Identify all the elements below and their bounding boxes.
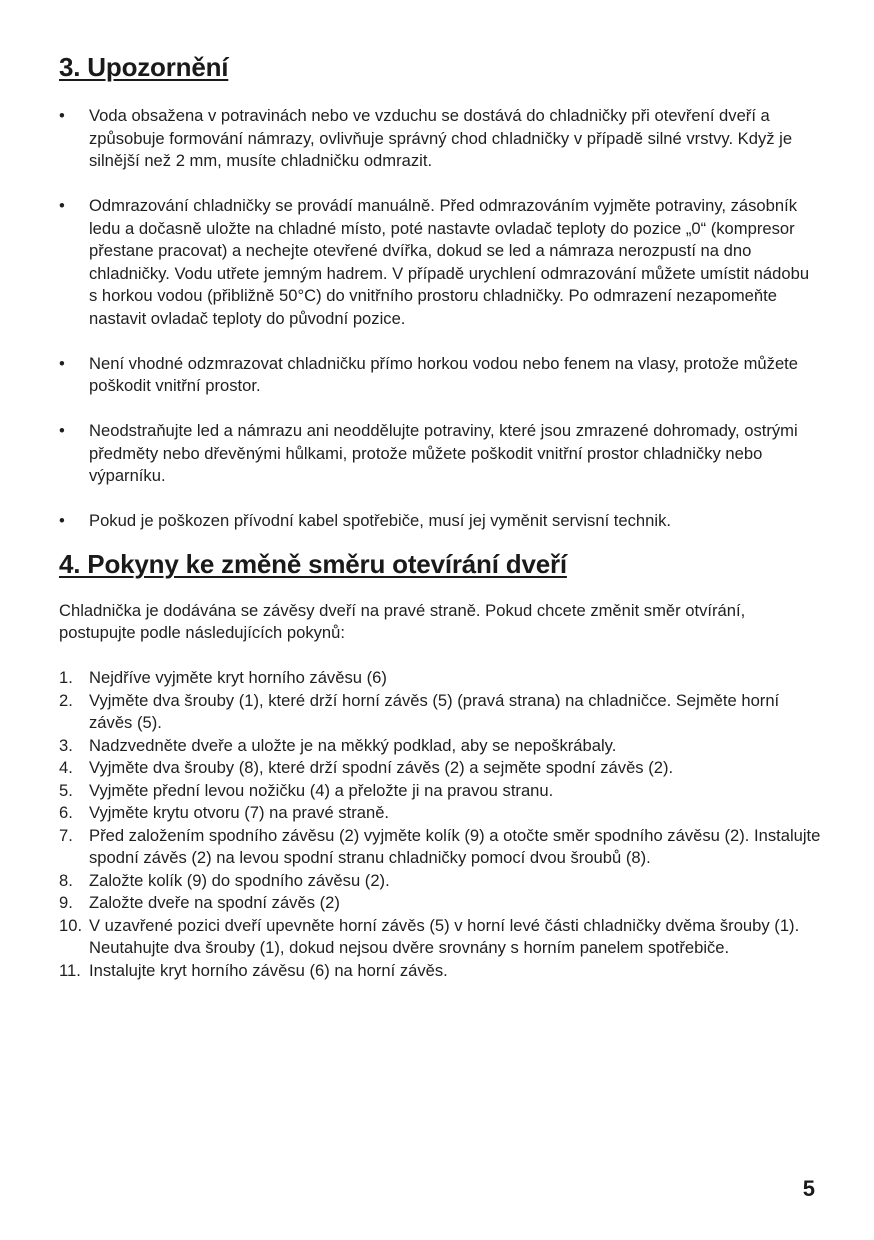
step-text: Nejdříve vyjměte kryt horního závěsu (6)	[89, 668, 387, 687]
step-item	[59, 757, 821, 780]
step-item	[59, 735, 821, 758]
list-item	[59, 510, 821, 533]
step-item	[59, 892, 821, 915]
step-text: Nadzvedněte dveře a uložte je na měkký podklad, aby se nepoškrábaly.	[89, 735, 617, 755]
list-item	[59, 353, 821, 398]
section-3-heading: 3. Upozornění	[59, 52, 229, 82]
bullet-symbol: •	[59, 196, 65, 215]
step-number: 11.	[59, 960, 81, 980]
step-text: V uzavřené pozici dveří upevněte horní závěs (5) v horní levé části chladničky dvěma šrouby (1). Neutahujte dva šrouby (1), dokud nejsou dvěre srovnány s horním panelem spotřebiče.	[89, 915, 800, 957]
step-item	[59, 780, 821, 803]
step-number: 9.	[59, 893, 73, 912]
step-number: 8.	[59, 870, 73, 890]
bullet-symbol: •	[59, 421, 65, 440]
step-number: 3.	[59, 735, 73, 755]
bullet-symbol: •	[59, 511, 65, 530]
steps-list	[59, 667, 821, 982]
step-text: Vyjměte dva šrouby (8), které drží spodní závěs (2) a sejměte spodní závěs (2).	[89, 758, 674, 777]
list-item	[59, 420, 821, 488]
section-4-intro: Chladnička je dodávána se závěsy dveří na pravé straně. Pokud chcete změnit směr otvírání, postupujte podle následujících pokynů:	[59, 600, 746, 642]
step-item	[59, 802, 821, 825]
document-page	[59, 52, 821, 982]
step-item	[59, 825, 821, 870]
step-item	[59, 915, 821, 960]
list-item-text: Není vhodné odzmrazovat chladničku přímo horkou vodou nebo fenem na vlasy, protože můžete poškodit vnitřní prostor.	[89, 353, 799, 395]
section-4-heading: 4. Pokyny ke změně směru otevírání dveří	[59, 548, 567, 579]
step-text: Založte kolík (9) do spodního závěsu (2).	[89, 870, 390, 890]
warnings-list	[59, 105, 821, 533]
list-item	[59, 195, 821, 330]
bullet-symbol: •	[59, 353, 65, 373]
step-number: 10.	[59, 915, 83, 935]
step-number: 1.	[59, 668, 73, 687]
step-number: 5.	[59, 780, 73, 800]
step-item	[59, 667, 821, 690]
bullet-symbol: •	[59, 106, 65, 125]
step-text: Vyjměte dva šrouby (1), které drží horní závěs (5) (pravá strana) na chladničce. Sejměte horní závěs (5).	[89, 690, 780, 732]
step-item	[59, 960, 821, 983]
step-text: Před založením spodního závěsu (2) vyjměte kolík (9) a otočte směr spodního závěsu (2). Instalujte spodní závěs (2) na levou spodní stranu chladničky pomocí dvou šroubů (8).	[89, 825, 821, 867]
list-item-text: Odmrazování chladničky se provádí manuálně. Před odmrazováním vyjměte potraviny, zásobník ledu a dočasně uložte na chladné místo, poté nastavte ovladač teploty do pozice „0“ (kompresor přestane pracovat) a nechejte otevřené dvířka, dokud se led a námraza nerozpustí na dno chladničky. Vodu utřete jemným hadrem. V případě urychlení odmrazování můžete umístit nádobu s horkou vodou (přibližně 50°C) do vnitřního prostoru chladničky. Po odmrazení nezapomeňte nastavit ovladač teploty do původní pozice.	[89, 196, 810, 328]
step-number: 2.	[59, 690, 73, 710]
step-text: Instalujte kryt horního závěsu (6) na horní závěs.	[89, 960, 448, 980]
step-text: Založte dveře na spodní závěs (2)	[89, 893, 340, 912]
step-number: 6.	[59, 803, 73, 822]
step-item	[59, 690, 821, 735]
list-item-text: Neodstraňujte led a námrazu ani neoddělujte potraviny, které jsou zmrazené dohromady, ostrými předměty nebo dřevěnými hůlkami, protože můžete poškodit vnitřní prostor chladničky nebo výparníku.	[89, 421, 798, 485]
list-item-text: Pokud je poškozen přívodní kabel spotřebiče, musí jej vyměnit servisní technik.	[89, 511, 671, 530]
step-text: Vyjměte krytu otvoru (7) na pravé straně.	[89, 803, 390, 822]
step-item	[59, 870, 821, 893]
step-text: Vyjměte přední levou nožičku (4) a přeložte ji na pravou stranu.	[89, 780, 554, 800]
step-number: 7.	[59, 825, 73, 845]
page-number: 5	[802, 1176, 815, 1201]
step-number: 4.	[59, 758, 73, 777]
list-item	[59, 105, 821, 173]
list-item-text: Voda obsažena v potravinách nebo ve vzduchu se dostává do chladničky při otevření dveří a způsobuje formování námrazy, ovlivňuje správný chod chladničky v případě silné vrstvy. Když je silnější než 2 mm, musíte chladničku odmrazit.	[89, 106, 793, 170]
